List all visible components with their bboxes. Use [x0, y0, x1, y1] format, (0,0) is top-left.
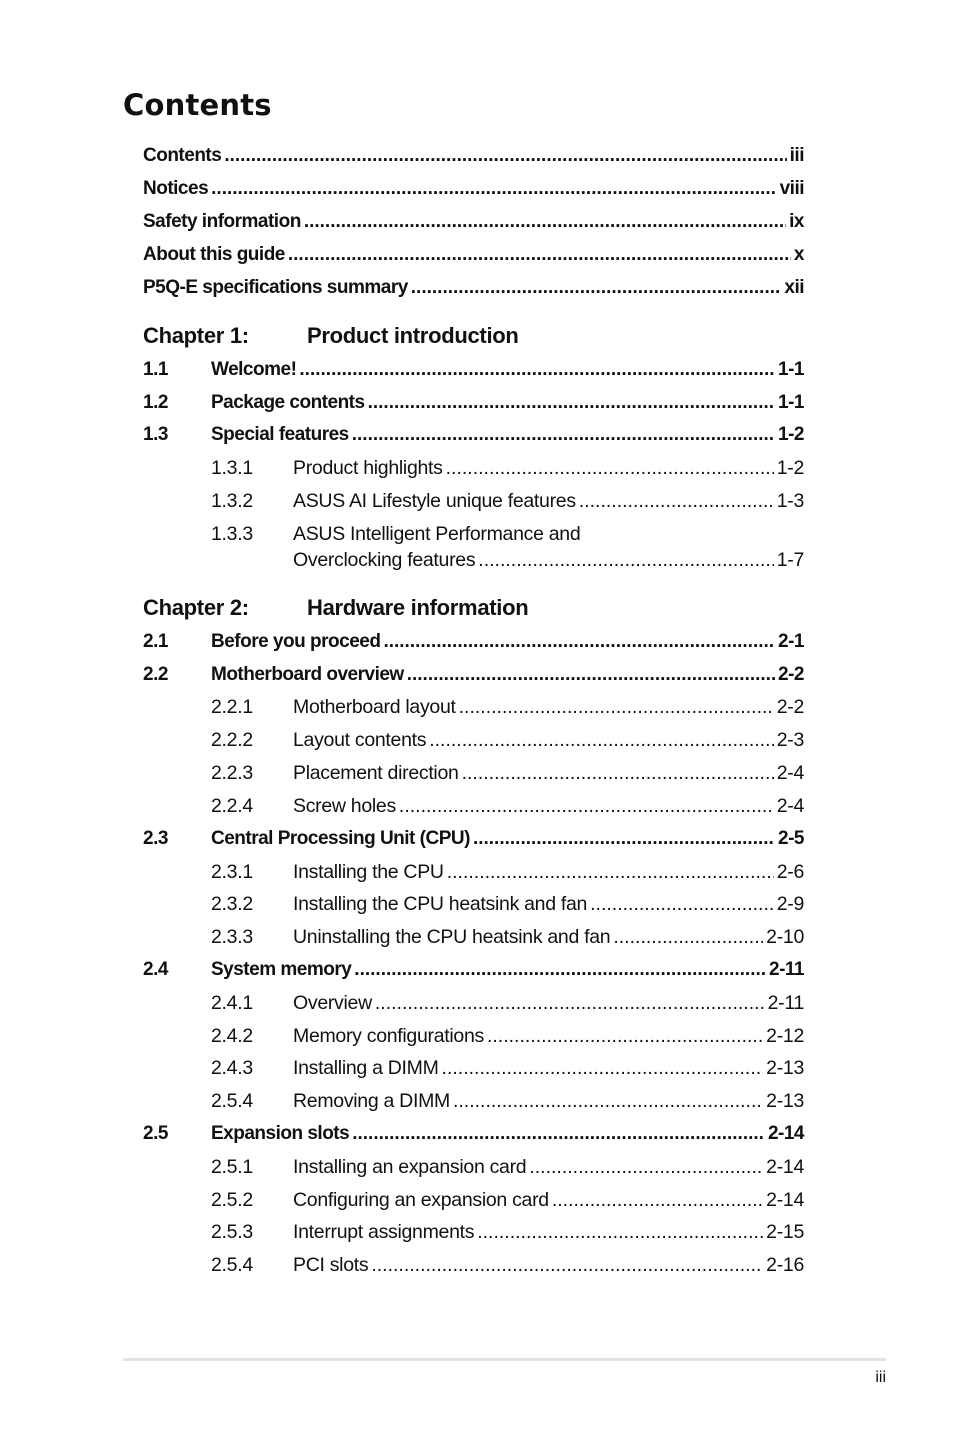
subsection-page: 1-2	[776, 457, 804, 479]
toc-subsection-1-3-2[interactable]	[143, 490, 804, 514]
dot-leader	[447, 861, 774, 884]
subsection-number: 1.3.3	[211, 523, 253, 545]
subsection-title: ASUS Intelligent Performance and	[293, 523, 581, 545]
dot-leader	[224, 145, 786, 167]
subsection-number: 2.2.4	[211, 795, 253, 817]
toc-subsection-2-5-3[interactable]	[143, 1221, 804, 1245]
section-number: 2.4	[143, 959, 168, 980]
toc-entry-title: Contents	[143, 145, 222, 166]
subsection-title: Interrupt assignments	[293, 1221, 475, 1243]
dot-leader	[304, 211, 786, 233]
section-title: Expansion slots	[211, 1123, 350, 1144]
subsection-page: 2-6	[776, 861, 804, 883]
subsection-page: 2-13	[766, 1090, 804, 1112]
dot-leader	[453, 1090, 763, 1113]
toc-subsection-2-4-1[interactable]	[143, 992, 804, 1016]
dot-leader	[442, 1057, 764, 1080]
dot-leader	[478, 549, 773, 572]
section-title: System memory	[211, 959, 352, 980]
subsection-number: 2.5.4	[211, 1090, 253, 1112]
chapter-label: Chapter 2:	[143, 595, 249, 620]
toc-subsection-2-3-3[interactable]	[143, 926, 804, 950]
subsection-page: 2-10	[766, 926, 804, 948]
section-page: 2-14	[767, 1123, 804, 1144]
subsection-title: Screw holes	[293, 795, 396, 817]
toc-subsection-1-3-3-line1[interactable]	[143, 523, 580, 546]
dot-leader	[299, 359, 775, 381]
dot-leader	[446, 457, 774, 480]
subsection-page: 2-4	[776, 795, 804, 817]
page-number: iii	[875, 1369, 886, 1386]
toc-subsection-2-5-2[interactable]	[143, 1189, 804, 1213]
toc-subsection-1-3-3-line2[interactable]	[143, 549, 804, 573]
toc-section-1-3[interactable]	[143, 424, 804, 448]
dot-leader	[579, 490, 774, 513]
section-number: 2.2	[143, 664, 168, 685]
toc-section-2-4[interactable]	[143, 959, 804, 983]
section-title: Motherboard overview	[211, 664, 404, 685]
subsection-title: PCI slots	[293, 1254, 369, 1276]
section-page: 2-2	[778, 664, 804, 685]
dot-leader	[552, 1189, 763, 1212]
dot-leader	[371, 1254, 763, 1277]
toc-subsection-2-2-1[interactable]	[143, 696, 804, 720]
subsection-title: Placement direction	[293, 762, 459, 784]
dot-leader	[375, 992, 765, 1015]
page-title: Contents	[123, 88, 272, 122]
section-page: 2-1	[778, 631, 804, 652]
subsection-page: 2-12	[766, 1025, 804, 1047]
subsection-page: 2-11	[767, 992, 804, 1014]
chapter-title: Product introduction	[307, 323, 519, 348]
chapter-label: Chapter 1:	[143, 323, 249, 348]
section-number: 2.1	[143, 631, 168, 652]
subsection-page: 2-13	[766, 1057, 804, 1079]
dot-leader	[459, 696, 774, 719]
subsection-number: 2.2.3	[211, 762, 253, 784]
dot-leader	[529, 1156, 763, 1179]
toc-subsection-2-2-2[interactable]	[143, 729, 804, 753]
toc-section-1-2[interactable]	[143, 392, 804, 416]
dot-leader	[368, 392, 775, 414]
section-title: Special features	[211, 424, 349, 445]
toc-entry-title: Safety information	[143, 211, 301, 232]
section-title: Package contents	[211, 392, 365, 413]
subsection-title: Motherboard layout	[293, 696, 456, 718]
section-number: 1.2	[143, 392, 168, 413]
subsection-title: Overclocking features	[293, 549, 476, 571]
dot-leader	[477, 1221, 763, 1244]
subsection-page: 2-14	[766, 1189, 804, 1211]
chapter-1-heading[interactable]	[143, 323, 519, 349]
section-number: 2.5	[143, 1123, 168, 1144]
toc-entry-page: viii	[779, 178, 804, 199]
toc-entry-title: P5Q-E specifications summary	[143, 277, 408, 298]
toc-subsection-2-5-1[interactable]	[143, 1156, 804, 1180]
subsection-title: Installing the CPU	[293, 861, 444, 883]
toc-entry-page: x	[793, 244, 804, 265]
dot-leader	[407, 664, 775, 686]
subsection-number: 2.2.2	[211, 729, 253, 751]
toc-entry-specifications-summary[interactable]	[143, 277, 804, 301]
toc-subsection-pci-slots[interactable]	[143, 1254, 804, 1278]
subsection-title: Removing a DIMM	[293, 1090, 450, 1112]
section-page: 1-2	[778, 424, 804, 445]
subsection-page: 2-4	[776, 762, 804, 784]
dot-leader	[411, 277, 782, 299]
dot-leader	[613, 926, 763, 949]
subsection-page: 2-16	[766, 1254, 804, 1276]
toc-section-2-3[interactable]	[143, 828, 804, 852]
toc-section-2-5[interactable]	[143, 1123, 804, 1147]
section-title: Before you proceed	[211, 631, 381, 652]
subsection-number: 2.4.3	[211, 1057, 253, 1079]
toc-section-2-2[interactable]	[143, 664, 804, 688]
chapter-title: Hardware information	[307, 595, 529, 620]
subsection-title: Installing a DIMM	[293, 1057, 439, 1079]
section-page: 2-11	[769, 959, 804, 980]
subsection-title: Uninstalling the CPU heatsink and fan	[293, 926, 611, 948]
section-page: 1-1	[778, 359, 804, 380]
footer-rule	[123, 1358, 886, 1361]
dot-leader	[462, 762, 774, 785]
subsection-title: Configuring an expansion card	[293, 1189, 549, 1211]
subsection-page: 2-15	[766, 1221, 804, 1243]
subsection-number: 2.5.4	[211, 1254, 253, 1276]
toc-entry-page: iii	[789, 145, 804, 166]
section-title: Welcome!	[211, 359, 297, 380]
subsection-page: 1-3	[776, 490, 804, 512]
subsection-number: 2.3.3	[211, 926, 253, 948]
chapter-2-heading[interactable]	[143, 595, 528, 621]
dot-leader	[590, 893, 774, 916]
section-title: Central Processing Unit (CPU)	[211, 828, 470, 849]
toc-section-2-1[interactable]	[143, 631, 804, 655]
section-number: 1.3	[143, 424, 168, 445]
dot-leader	[383, 631, 775, 653]
dot-leader	[429, 729, 774, 752]
toc-entry-contents[interactable]	[143, 145, 804, 169]
dot-leader	[352, 424, 775, 446]
toc-subsection-1-3-1[interactable]	[143, 457, 804, 481]
subsection-page: 1-7	[776, 549, 804, 571]
subsection-page: 2-14	[766, 1156, 804, 1178]
toc-subsection-2-2-3[interactable]	[143, 762, 804, 786]
subsection-number: 2.5.2	[211, 1189, 253, 1211]
subsection-page: 2-3	[776, 729, 804, 751]
toc-entry-page: xii	[784, 277, 804, 298]
subsection-title: Installing an expansion card	[293, 1156, 527, 1178]
toc-subsection-removing-dimm[interactable]	[143, 1090, 804, 1114]
subsection-page: 2-9	[776, 893, 804, 915]
toc-subsection-2-2-4[interactable]	[143, 795, 804, 819]
subsection-number: 1.3.1	[211, 457, 253, 479]
subsection-number: 2.3.2	[211, 893, 253, 915]
toc-subsection-2-4-3[interactable]	[143, 1057, 804, 1081]
subsection-number: 1.3.2	[211, 490, 253, 512]
dot-leader	[211, 178, 776, 200]
toc-entry-about-this-guide[interactable]	[143, 244, 804, 268]
dot-leader	[487, 1025, 763, 1048]
toc-entry-title: About this guide	[143, 244, 285, 265]
dot-leader	[399, 795, 774, 818]
subsection-title: Overview	[293, 992, 372, 1014]
subsection-page: 2-2	[776, 696, 804, 718]
section-page: 2-5	[778, 828, 804, 849]
section-page: 1-1	[778, 392, 804, 413]
subsection-number: 2.3.1	[211, 861, 253, 883]
section-number: 1.1	[143, 359, 168, 380]
subsection-number: 2.2.1	[211, 696, 253, 718]
subsection-number: 2.5.3	[211, 1221, 253, 1243]
subsection-number: 2.4.1	[211, 992, 253, 1014]
toc-subsection-2-3-1[interactable]	[143, 861, 804, 885]
dot-leader	[354, 959, 766, 981]
subsection-title: ASUS AI Lifestyle unique features	[293, 490, 576, 512]
dot-leader	[288, 244, 791, 266]
toc-subsection-2-3-2[interactable]	[143, 893, 804, 917]
subsection-title: Installing the CPU heatsink and fan	[293, 893, 588, 915]
toc-entry-safety-information[interactable]	[143, 211, 804, 235]
subsection-title: Layout contents	[293, 729, 427, 751]
subsection-number: 2.5.1	[211, 1156, 253, 1178]
dot-leader	[352, 1123, 765, 1145]
subsection-title: Product highlights	[293, 457, 443, 479]
toc-entry-page: ix	[789, 211, 804, 232]
section-number: 2.3	[143, 828, 168, 849]
toc-section-1-1[interactable]	[143, 359, 804, 383]
subsection-number: 2.4.2	[211, 1025, 253, 1047]
dot-leader	[473, 828, 775, 850]
toc-entry-notices[interactable]	[143, 178, 804, 202]
subsection-title: Memory configurations	[293, 1025, 484, 1047]
toc-subsection-2-4-2[interactable]	[143, 1025, 804, 1049]
toc-entry-title: Notices	[143, 178, 209, 199]
